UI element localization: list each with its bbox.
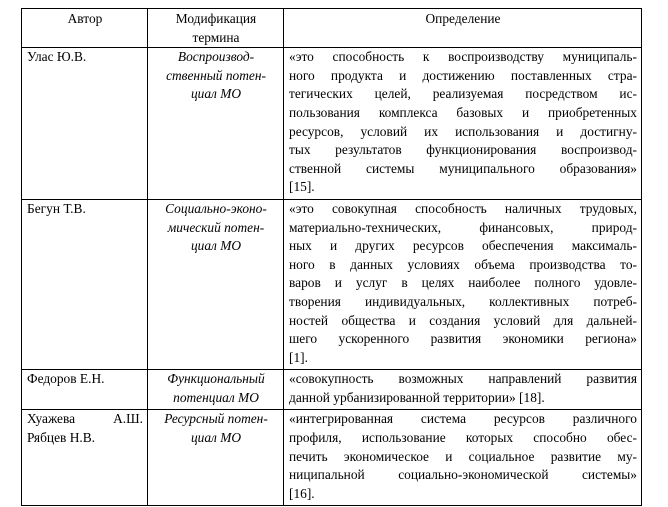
definition-line: творения индивидуальных, коллективных потреб- — [289, 293, 637, 309]
header-definition-label: Определение — [425, 11, 501, 26]
author-name-line: Рябцев Н.В. — [27, 430, 95, 446]
definition-line: пользования комплекса базовых и приобретенных — [289, 104, 637, 120]
definition-line: тых результатов функционирования воспроизвод- — [289, 142, 637, 158]
definition-line: тегических целей, реализуемая посредством ис- — [289, 86, 637, 102]
definition-cell — [284, 48, 642, 200]
author-cell — [22, 410, 148, 506]
definition-line: ресурсов, условий их использования и достигну- — [289, 123, 637, 139]
table-row — [22, 410, 642, 506]
term-line: Функциональный — [167, 371, 265, 387]
author-cell — [22, 370, 148, 410]
definition-line: «интегрированная система ресурсов различного — [289, 411, 637, 427]
term-cell — [148, 199, 284, 369]
definition-line: ностей общества и создания условий для дальней- — [289, 312, 637, 328]
term-line: циал МО — [190, 86, 242, 102]
author-name-line: Хуажева А.Ш. — [27, 411, 143, 427]
table-row — [22, 199, 642, 369]
definition-line: шего ускоренного развития экономики региона» — [289, 331, 637, 347]
table-body — [22, 48, 642, 506]
definition-line: ственной системы муниципального образования» — [289, 160, 637, 176]
author-cell — [22, 48, 148, 200]
table-row — [22, 48, 642, 200]
term-line: Ресурсный потен- — [164, 411, 268, 427]
definition-line: [15]. — [289, 179, 315, 195]
definition-line: «совокупность возможных направлений развития — [289, 371, 637, 387]
term-line: мический потен- — [167, 219, 265, 235]
definition-line: варов и услуг в целях наиболее полного удовле- — [289, 275, 637, 291]
definition-cell — [284, 370, 642, 410]
term-cell — [148, 410, 284, 506]
term-line: потенциал МО — [173, 389, 259, 405]
definition-line: материально-технических, финансовых, природ- — [289, 219, 637, 235]
definition-line: [16]. — [289, 485, 315, 501]
definition-line: «это способность к воспроизводству муниципаль- — [289, 49, 637, 65]
definition-line: ного продукта и достижению поставленных стра- — [289, 67, 637, 83]
term-line: ственный потен- — [166, 67, 266, 83]
header-term — [148, 9, 284, 48]
term-line: циал МО — [190, 238, 242, 254]
term-line: циал МО — [190, 430, 242, 446]
term-cell — [148, 370, 284, 410]
header-term-label-line1: Модификация — [175, 11, 257, 26]
author-name-line: Федоров Е.Н. — [27, 371, 105, 387]
header-term-label-line2: термина — [192, 29, 240, 45]
author-name-line: Улас Ю.В. — [27, 49, 87, 65]
definition-line: «это совокупная способность наличных трудовых, — [289, 200, 637, 216]
term-line: Социально-эконо- — [165, 200, 267, 216]
author-cell — [22, 199, 148, 369]
header-definition — [284, 9, 642, 48]
definition-cell — [284, 199, 642, 369]
definition-line: ниципальной социально-экономической системы» — [289, 467, 637, 483]
definition-line: данной урбанизированной территории» [18]. — [289, 389, 545, 405]
header-row — [22, 9, 642, 48]
header-author-label: Автор — [67, 11, 103, 26]
definition-line: печить экономическое и социальное развитие му- — [289, 448, 637, 464]
definition-line: ных и других ресурсов обеспечения максималь- — [289, 238, 637, 254]
definition-line: профиля, использование которых способно обес- — [289, 430, 637, 446]
definition-cell — [284, 410, 642, 506]
term-cell — [148, 48, 284, 200]
definition-line: [1]. — [289, 349, 308, 365]
author-name-line: Бегун Т.В. — [27, 200, 86, 216]
term-line: Воспроизвод- — [177, 49, 255, 65]
definitions-table — [21, 8, 642, 506]
header-author — [22, 9, 148, 48]
table-row — [22, 370, 642, 410]
definition-line: ного в данных условиях объема производства то- — [289, 256, 637, 272]
